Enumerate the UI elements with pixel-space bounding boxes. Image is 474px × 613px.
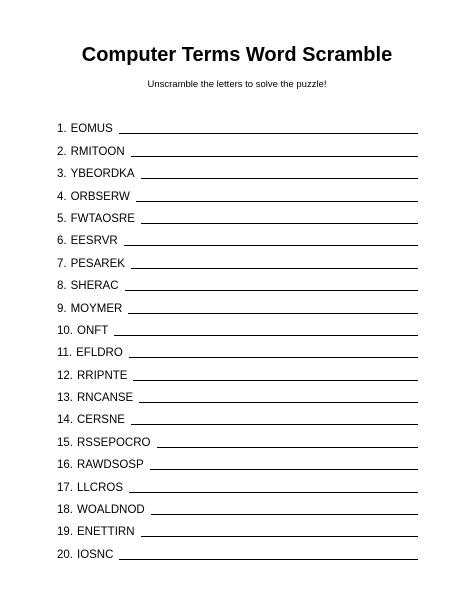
list-item (57, 114, 418, 136)
item-number: 16. (57, 459, 73, 472)
list-item (57, 472, 418, 494)
answer-blank-line (141, 178, 418, 179)
list-item (57, 271, 418, 293)
list-item (57, 316, 418, 338)
list-item (57, 159, 418, 181)
item-number: 18. (57, 504, 73, 517)
scrambled-word: EFLDRO (76, 347, 123, 360)
answer-blank-line (131, 424, 418, 425)
answer-blank-line (131, 268, 418, 269)
answer-blank-line (119, 133, 418, 134)
list-item (57, 360, 418, 382)
scrambled-word: ORBSERW (70, 190, 130, 203)
item-number: 2. (57, 145, 67, 158)
scrambled-word: EESRVR (70, 235, 118, 248)
item-number: 8. (57, 280, 67, 293)
scrambled-word: RRIPNTE (77, 369, 128, 382)
scrambled-word: IOSNC (77, 548, 114, 561)
item-number: 6. (57, 235, 67, 248)
answer-blank-line (139, 402, 418, 403)
scrambled-word: SHERAC (70, 280, 119, 293)
list-item (57, 517, 418, 539)
answer-blank-line (131, 156, 418, 157)
item-number: 12. (57, 369, 73, 382)
scrambled-word: WOALDNOD (77, 504, 145, 517)
item-number: 15. (57, 436, 73, 449)
item-number: 9. (57, 302, 67, 315)
item-number: 3. (57, 168, 67, 181)
answer-blank-line (124, 245, 418, 246)
answer-blank-line (128, 313, 418, 314)
item-number: 19. (57, 526, 73, 539)
answer-blank-line (119, 559, 418, 560)
answer-blank-line (129, 357, 418, 358)
list-item (57, 427, 418, 449)
scrambled-word: FWTAOSRE (70, 212, 135, 225)
scrambled-word: ONFT (77, 324, 109, 337)
list-item (57, 383, 418, 405)
item-number: 11. (57, 347, 73, 360)
answer-blank-line (150, 469, 418, 470)
scrambled-word: RNCANSE (77, 392, 134, 405)
item-number: 5. (57, 212, 67, 225)
scrambled-word: ENETTIRN (77, 526, 135, 539)
scrambled-word: CERSNE (77, 414, 125, 427)
scramble-list (57, 114, 418, 562)
answer-blank-line (151, 514, 418, 515)
item-number: 14. (57, 414, 73, 427)
list-item (57, 405, 418, 427)
answer-blank-line (141, 223, 418, 224)
list-item (57, 136, 418, 158)
item-number: 4. (57, 190, 67, 203)
item-number: 13. (57, 392, 73, 405)
instructions: Unscramble the letters to solve the puzzle! (147, 79, 327, 90)
scrambled-word: YBEORDKA (70, 168, 135, 181)
list-item (57, 248, 418, 270)
scrambled-word: RMITOON (70, 145, 125, 158)
list-item (57, 293, 418, 315)
answer-blank-line (129, 492, 418, 493)
list-item (57, 226, 418, 248)
scrambled-word: PESAREK (70, 257, 125, 270)
list-item (57, 450, 418, 472)
list-item (57, 181, 418, 203)
page-title: Computer Terms Word Scramble (81, 44, 393, 66)
answer-blank-line (141, 536, 419, 537)
answer-blank-line (133, 380, 418, 381)
list-item (57, 495, 418, 517)
item-number: 20. (57, 548, 73, 561)
item-number: 17. (57, 481, 73, 494)
scrambled-word: RAWDSOSP (77, 459, 144, 472)
list-item (57, 338, 418, 360)
item-number: 7. (57, 257, 67, 270)
scrambled-word: MOYMER (70, 302, 123, 315)
answer-blank-line (157, 447, 419, 448)
answer-blank-line (114, 335, 418, 336)
scrambled-word: RSSEPOCRO (77, 436, 151, 449)
list-item (57, 539, 418, 561)
list-item (57, 204, 418, 226)
scrambled-word: LLCROS (77, 481, 124, 494)
scrambled-word: EOMUS (70, 123, 113, 136)
answer-blank-line (136, 201, 418, 202)
item-number: 10. (57, 324, 73, 337)
item-number: 1. (57, 123, 67, 136)
answer-blank-line (125, 290, 418, 291)
